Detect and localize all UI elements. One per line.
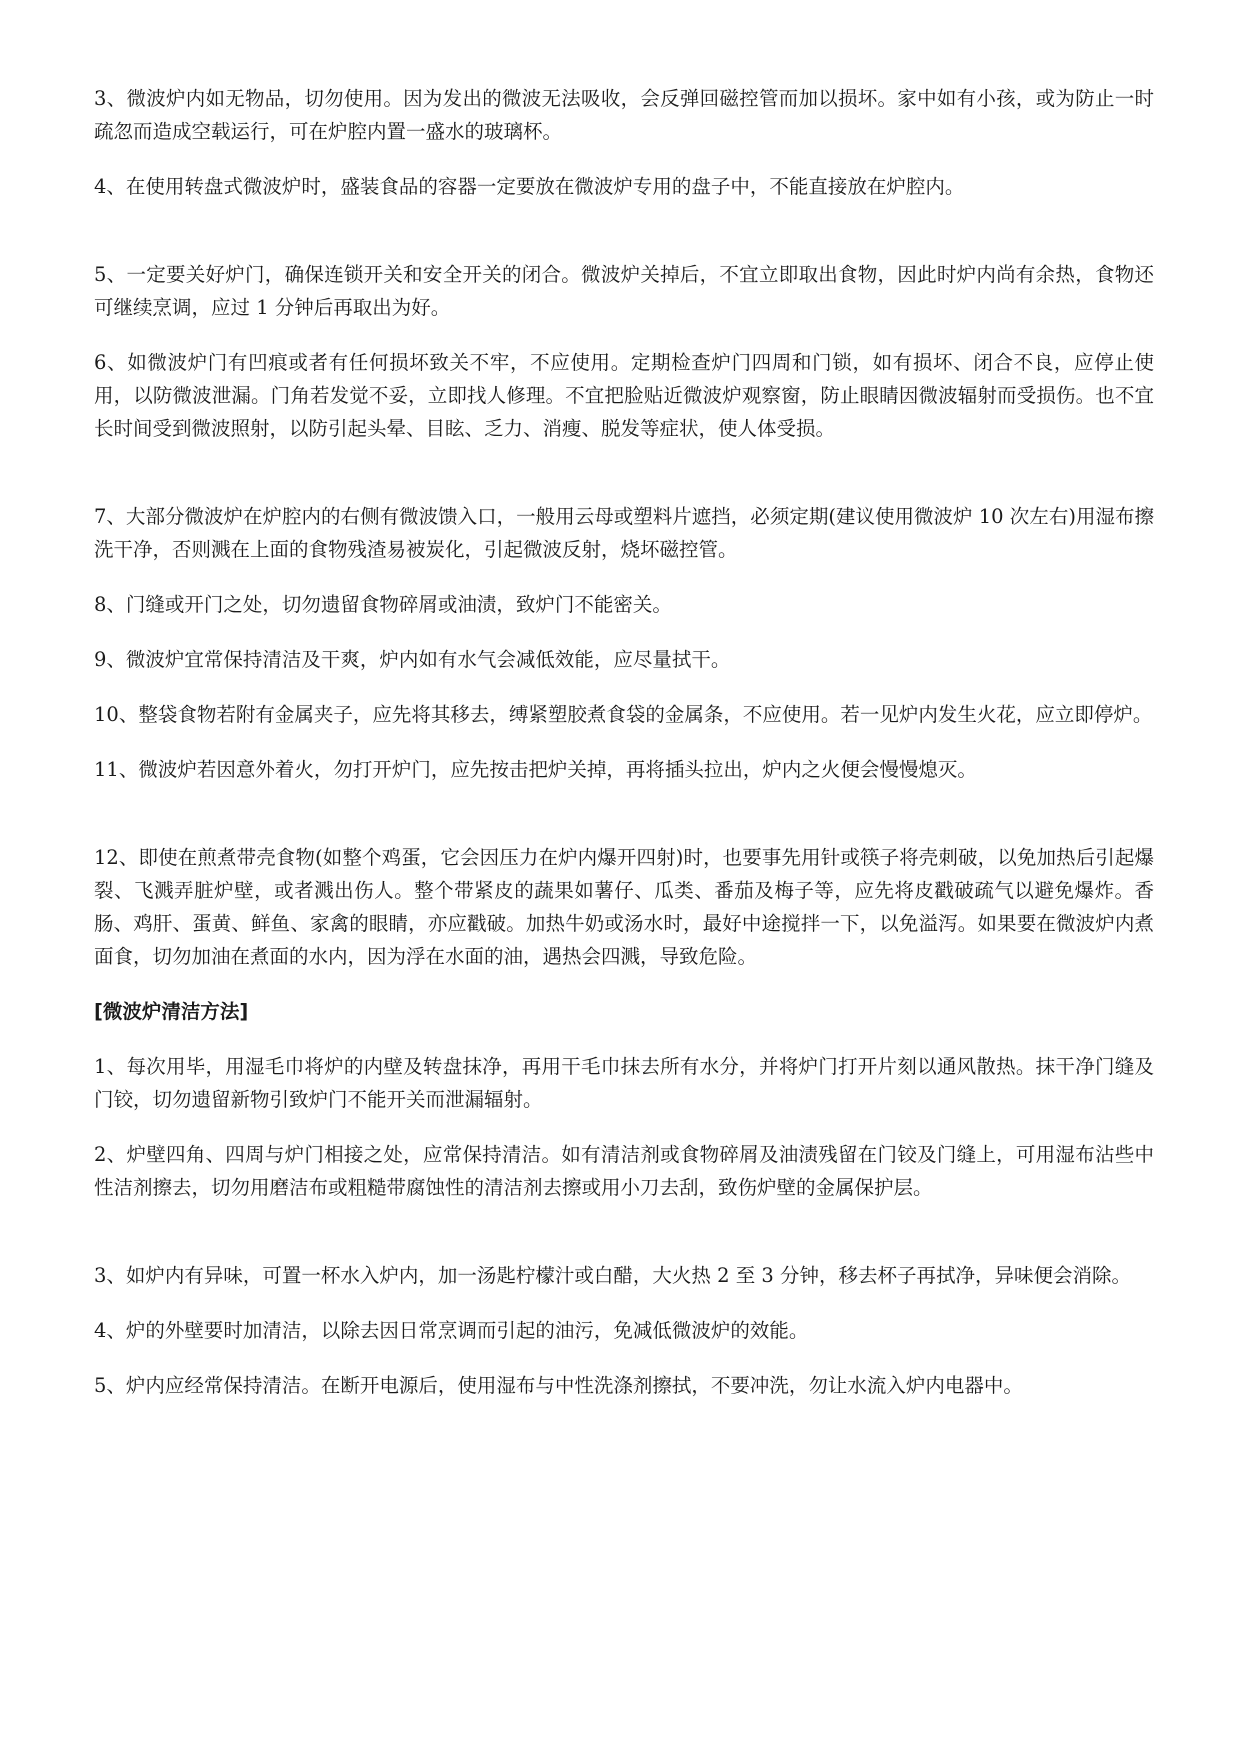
paragraph-item-9: 9、微波炉宜常保持清洁及干爽，炉内如有水气会减低效能，应尽量拭干。: [94, 648, 731, 671]
cleaning-item-1: 1、每次用毕，用湿毛巾将炉的内壁及转盘抹净，再用干毛巾抹去所有水分，并将炉门打开片刻以通风散热。抹干净门缝及门铰，切勿遗留新物引致炉门不能开关而泄漏辐射。: [94, 1055, 1154, 1111]
paragraph-item-6: 6、如微波炉门有凹痕或者有任何损坏致关不牢，不应使用。定期检查炉门四周和门锁，如有损坏、闭合不良，应停止使用，以防微波泄漏。门角若发觉不妥，立即找人修理。不宜把脸贴近微波炉观察窗，防止眼睛因微波辐射而受损伤。也不宜长时间受到微波照射，以防引起头晕、目眩、乏力、消瘦、脱发等症状，使人体受损。: [94, 351, 1154, 440]
cleaning-item-3: 3、如炉内有异味，可置一杯水入炉内，加一汤匙柠檬汁或白醋，大火热 2 至 3 分钟，移去杯子再拭净，异味便会消除。: [94, 1264, 1132, 1287]
paragraph-item-8: 8、门缝或开门之处，切勿遗留食物碎屑或油渍，致炉门不能密关。: [94, 593, 672, 616]
cleaning-item-4: 4、炉的外壁要时加清洁，以除去因日常烹调而引起的油污，免减低微波炉的效能。: [94, 1319, 809, 1342]
document-page: [94, 82, 1154, 1402]
cleaning-item-2: 2、炉壁四角、四周与炉门相接之处，应常保持清洁。如有清洁剂或食物碎屑及油渍残留在门铰及门缝上，可用湿布沾些中性洁剂擦去，切勿用磨洁布或粗糙带腐蚀性的清洁剂去擦或用小刀去刮，致伤炉壁的金属保护层。: [94, 1143, 1154, 1199]
paragraph-item-4: 4、在使用转盘式微波炉时，盛装食品的容器一定要放在微波炉专用的盘子中，不能直接放在炉腔内。: [94, 175, 965, 198]
paragraph-item-5: 5、一定要关好炉门，确保连锁开关和安全开关的闭合。微波炉关掉后，不宜立即取出食物，因此时炉内尚有余热，食物还可继续烹调，应过 1 分钟后再取出为好。: [94, 263, 1154, 319]
paragraph-item-3: 3、微波炉内如无物品，切勿使用。因为发出的微波无法吸收，会反弹回磁控管而加以损坏。家中如有小孩，或为防止一时疏忽而造成空载运行，可在炉腔内置一盛水的玻璃杯。: [94, 87, 1154, 143]
paragraph-item-7: 7、大部分微波炉在炉腔内的右侧有微波馈入口，一般用云母或塑料片遮挡，必须定期(建议使用微波炉 10 次左右)用湿布擦洗干净，否则溅在上面的食物残渣易被炭化，引起微波反射，烧坏磁控管。: [94, 505, 1154, 561]
section-heading-cleaning: [微波炉清洁方法]: [94, 1000, 249, 1023]
paragraph-item-12: 12、即使在煎煮带壳食物(如整个鸡蛋，它会因压力在炉内爆开四射)时，也要事先用针或筷子将壳刺破，以免加热后引起爆裂、飞溅弄脏炉壁，或者溅出伤人。整个带紧皮的蔬果如薯仔、瓜类、番茄及梅子等，应先将皮戳破疏气以避免爆炸。香肠、鸡肝、蛋黄、鲜鱼、家禽的眼睛，亦应戳破。加热牛奶或汤水时，最好中途搅拌一下，以免溢泻。如果要在微波炉内煮面食，切勿加油在煮面的水内，因为浮在水面的油，遇热会四溅，导致危险。: [94, 846, 1154, 968]
cleaning-item-5: 5、炉内应经常保持清洁。在断开电源后，使用湿布与中性洗涤剂擦拭，不要冲洗，勿让水流入炉内电器中。: [94, 1374, 1023, 1397]
paragraph-item-11: 11、微波炉若因意外着火，勿打开炉门，应先按击把炉关掉，再将插头拉出，炉内之火便会慢慢熄灭。: [94, 758, 977, 781]
paragraph-item-10: 10、整袋食物若附有金属夹子，应先将其移去，缚紧塑胶煮食袋的金属条，不应使用。若一见炉内发生火花，应立即停炉。: [94, 703, 1153, 726]
